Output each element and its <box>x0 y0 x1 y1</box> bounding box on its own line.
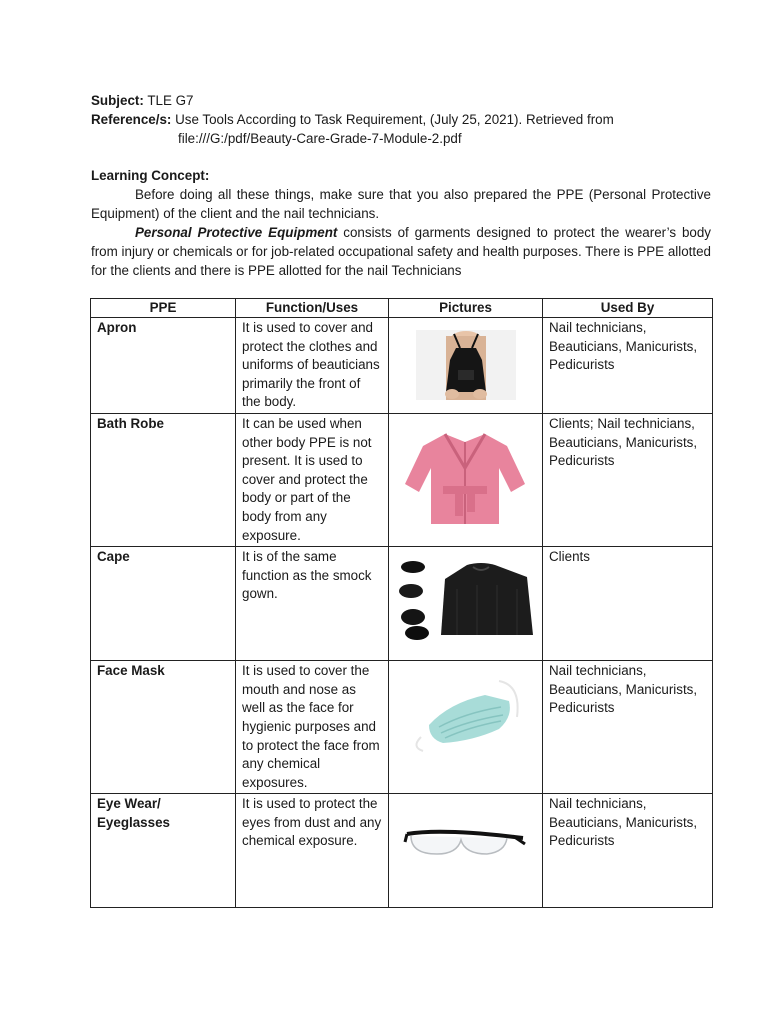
ppe-function: It can be used when other body PPE is not present. It is used to cover and protect the body or part of the body from any exposure. <box>236 413 389 546</box>
reference-url: file:///G:/pdf/Beauty-Care-Grade-7-Module-2.pdf <box>178 131 462 146</box>
cape-picture <box>397 559 533 643</box>
table-row <box>91 794 713 908</box>
ppe-function: It is used to cover the mouth and nose as well as the face for hygienic purposes and to protect the face from any chemical exposures. <box>236 661 389 794</box>
ppe-picture-cell <box>389 794 543 908</box>
table-row <box>91 318 713 414</box>
ppe-name: Bath Robe <box>91 413 236 546</box>
ppe-function: It is of the same function as the smock gown. <box>236 547 389 661</box>
ppe-name: Face Mask <box>91 661 236 794</box>
ppe-picture-cell <box>389 318 543 414</box>
concept-paragraph-1-text: Before doing all these things, make sure that you also prepared the PPE (Personal Protective Equipment) of the client and the nail technicians. <box>91 187 711 221</box>
ppe-picture-cell <box>389 413 543 546</box>
ppe-used-by: Nail technicians, Beauticians, Manicurists, Pedicurists <box>543 794 713 908</box>
header-pictures: Pictures <box>389 299 543 318</box>
reference-line <box>91 111 614 129</box>
ppe-function: It is used to cover and protect the clothes and uniforms of beauticians primarily the front of the body. <box>236 318 389 414</box>
subject-line <box>91 92 193 110</box>
table-row <box>91 547 713 661</box>
header-function: Function/Uses <box>236 299 389 318</box>
ppe-used-by: Clients; Nail technicians, Beauticians, Manicurists, Pedicurists <box>543 413 713 546</box>
concept-paragraph-1 <box>91 185 711 223</box>
header-used-by: Used By <box>543 299 713 318</box>
reference-text: Use Tools According to Task Requirement, (July 25, 2021). Retrieved from <box>175 112 614 127</box>
table-row <box>91 661 713 794</box>
reference-label: Reference/s: <box>91 112 172 127</box>
ppe-picture-cell <box>389 661 543 794</box>
learning-concept-heading: Learning Concept: <box>91 168 210 183</box>
table-header-row <box>91 299 713 318</box>
subject-value: TLE G7 <box>147 93 194 108</box>
table-row <box>91 413 713 546</box>
ppe-used-by: Nail technicians, Beauticians, Manicurists, Pedicurists <box>543 318 713 414</box>
header-ppe: PPE <box>91 299 236 318</box>
ppe-picture-cell <box>389 547 543 661</box>
ppe-name: Eye Wear/ Eyeglasses <box>91 794 236 908</box>
apron-picture <box>416 330 516 400</box>
ppe-name: Cape <box>91 547 236 661</box>
ppe-function: It is used to protect the eyes from dust and any chemical exposure. <box>236 794 389 908</box>
ppe-used-by: Nail technicians, Beauticians, Manicurists, Pedicurists <box>543 661 713 794</box>
subject-label: Subject: <box>91 93 144 108</box>
bath-robe-picture <box>403 428 527 528</box>
ppe-term: Personal Protective Equipment <box>135 225 338 240</box>
concept-paragraph-2 <box>91 223 711 280</box>
face-mask-picture <box>409 677 525 753</box>
ppe-name: Apron <box>91 318 236 414</box>
ppe-used-by: Clients <box>543 547 713 661</box>
concept-paragraph-2-text: consists of garments designed to protect the wearer’s body from injury or chemicals or for job-related occupational safety and health purposes. There is PPE allotted for the clients and there is PPE allotted for the nail Technicians <box>91 225 712 278</box>
eyeglasses-picture <box>403 824 527 864</box>
ppe-table <box>90 298 713 908</box>
